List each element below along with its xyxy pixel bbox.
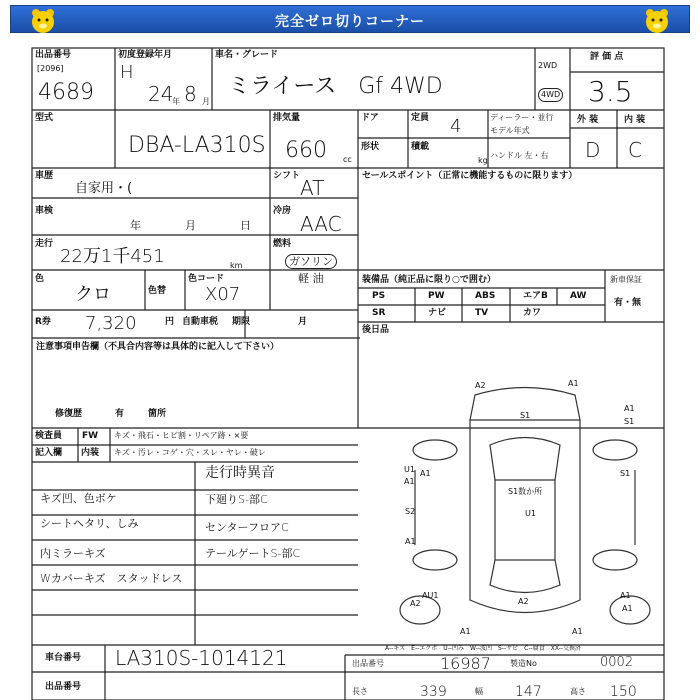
- fuel-diesel: 軽 油: [298, 272, 324, 285]
- inspection-day-label: 日: [240, 219, 251, 232]
- kg-unit: kg: [478, 156, 488, 165]
- sales-point-label: セールスポイント（正常に機能するものに限ります）: [362, 171, 578, 181]
- car-body-diagram: [400, 388, 650, 625]
- door-count: 4: [450, 116, 462, 137]
- cc-unit: cc: [343, 155, 352, 164]
- model-year-label: モデル年式: [490, 126, 530, 135]
- damage-mark: S1: [624, 417, 635, 426]
- load-label: 積載: [411, 142, 430, 152]
- color-change-label: 色替: [148, 286, 167, 296]
- lot-number: 4689: [38, 80, 94, 105]
- damage-mark: A1: [460, 627, 471, 636]
- car-name: ミライース Gf 4WD: [228, 74, 443, 99]
- ac-label: 冷房: [273, 206, 292, 216]
- model-label: 型式: [35, 113, 54, 123]
- displacement: 660: [285, 138, 327, 163]
- equipment-item: SR: [372, 308, 386, 318]
- naiso-label: 内装: [81, 448, 100, 458]
- dealer-label: ディーラー・並行: [490, 113, 554, 122]
- period-month-label: 月: [298, 317, 308, 327]
- damage-mark: A2: [518, 597, 529, 606]
- score: 3.5: [588, 75, 633, 108]
- new-tire-label: 新車保証: [610, 275, 642, 284]
- reg-year: 24: [148, 82, 174, 106]
- displacement-label: 排気量: [273, 113, 301, 123]
- era: H: [120, 62, 134, 83]
- reg-month: 8: [184, 82, 197, 106]
- tax-label: 自動車税: [182, 317, 219, 327]
- equipment-item: TV: [475, 308, 489, 318]
- period-label: 期限: [232, 317, 251, 327]
- writer-label: 記入欄: [35, 448, 63, 458]
- banner-title: 完全ゼロ切りコーナー: [275, 14, 425, 30]
- fw-items: キズ・飛石・ヒビ割・リペア跡・×要: [114, 431, 249, 440]
- exterior-label: 外 装: [577, 115, 599, 125]
- inspection-label: 車検: [35, 206, 54, 216]
- equipment-item: PW: [428, 291, 445, 301]
- height-label: 高さ: [570, 687, 586, 696]
- after-label: 後日品: [362, 325, 390, 335]
- damage-mark: A1: [620, 591, 631, 600]
- damage-mark: A1: [568, 379, 579, 388]
- equip-yes-no: 有・無: [614, 298, 642, 308]
- naiso-items: キズ・汚レ・コゲ・穴・スレ・ヤレ・破レ: [114, 448, 266, 457]
- damage-mark: U1: [525, 509, 536, 518]
- mileage-label: 走行: [35, 239, 54, 249]
- equipment-item: AW: [570, 291, 587, 301]
- model: DBA-LA310S: [128, 133, 266, 158]
- car-type-label: 車歴: [35, 171, 54, 181]
- interior-grade: C: [628, 138, 642, 162]
- notes-label: 注意事項申告欄（不具合内容等は具体的に記入して下さい）: [36, 342, 280, 352]
- equipment-item: エアB: [523, 291, 548, 301]
- fuel-label: 燃料: [273, 239, 292, 249]
- chassis-number: LA310S-1014121: [115, 646, 288, 670]
- recycle: 7,320: [85, 313, 137, 334]
- chassis-label: 車台番号: [45, 653, 82, 663]
- lot-number-label: 出品番号: [35, 50, 72, 60]
- damage-mark: A2: [475, 381, 486, 390]
- door-label: ドア: [361, 113, 379, 123]
- remark-line: テールゲートS-部C: [205, 547, 301, 560]
- remark-line: 下廻りS-部C: [205, 493, 268, 506]
- damage-mark: A1: [404, 477, 415, 486]
- shape-label: 形状: [361, 142, 380, 152]
- fuel-circled: ガソリン: [285, 254, 337, 269]
- damage-mark: AU1: [422, 591, 439, 600]
- repair-has-label: 有: [115, 409, 125, 419]
- left-note-line: キズ凹、色ボケ: [40, 492, 117, 505]
- exterior-grade: D: [585, 138, 601, 162]
- km-unit: km: [230, 261, 243, 270]
- remark-line: 走行時異音: [205, 465, 275, 481]
- length-label: 長さ: [352, 687, 368, 696]
- serial-number-label: 出品番号: [45, 682, 82, 692]
- width: 147: [515, 684, 542, 700]
- drive-4wd-circled: 4WD: [538, 88, 563, 102]
- equipment-item: PS: [372, 291, 386, 301]
- damage-mark: S1数か所: [508, 487, 543, 496]
- damage-mark: S1: [620, 469, 631, 478]
- seizo-label: 製造No: [510, 659, 537, 668]
- damage-mark: A1: [624, 404, 635, 413]
- height: 150: [610, 684, 637, 700]
- inspection-year-label: 年: [130, 219, 141, 232]
- color-label: 色: [35, 274, 45, 284]
- damage-mark: S1: [520, 411, 531, 420]
- color-code: X07: [205, 284, 241, 305]
- interior-label: 内 装: [624, 115, 646, 125]
- width-label: 幅: [475, 687, 483, 696]
- yen-label: 円: [165, 317, 175, 327]
- damage-mark: A1: [622, 604, 633, 613]
- ac: AAC: [300, 212, 342, 236]
- damage-mark: A1: [572, 627, 583, 636]
- total-number: 16987: [440, 654, 491, 673]
- score-label: 評 価 点: [590, 52, 624, 62]
- damage-mark: S2: [405, 507, 416, 516]
- inspector-label: 検査員: [35, 431, 63, 441]
- lot-sub-number: [2096]: [37, 64, 64, 73]
- recycle-label: R券: [35, 317, 51, 327]
- equipment-item: ナビ: [428, 308, 447, 318]
- capacity-label: 定員: [411, 113, 430, 123]
- equipment-item: ABS: [475, 291, 496, 301]
- equipment-label: 装備品（純正品に限り○で囲む）: [362, 275, 496, 285]
- shift-label: シフト: [273, 171, 301, 181]
- damage-mark: A1: [420, 469, 431, 478]
- length: 339: [420, 684, 447, 700]
- repair-history-label: 修復歴: [55, 409, 83, 419]
- first-registration-label: 初度登録年月: [118, 50, 173, 60]
- left-note-line: シートヘタリ、しみ: [40, 517, 139, 530]
- car-name-label: 車名・グレード: [215, 50, 279, 60]
- mileage: 22万1千451: [60, 246, 165, 267]
- color-code-label: 色コード: [188, 274, 225, 284]
- fw-label: FW: [82, 431, 99, 441]
- damage-mark: U1: [404, 465, 415, 474]
- color: クロ: [75, 284, 111, 305]
- month-label: 月: [202, 97, 210, 106]
- drive-2wd: 2WD: [538, 61, 558, 70]
- damage-mark: A2: [410, 599, 421, 608]
- shift: AT: [300, 176, 325, 200]
- inspection-month-label: 月: [185, 219, 196, 232]
- damage-mark: A1: [405, 537, 416, 546]
- repair-place-label: 箇所: [148, 409, 167, 419]
- car-type: 自家用・(: [75, 181, 133, 196]
- damage-legend: A--キズ E--エクボ U--凹み W--波凹 S--サビ C--腐食 XX--交換済: [385, 645, 581, 652]
- handle-label: ハンドル 左・右: [490, 151, 549, 160]
- serial-small: 0002: [600, 655, 634, 670]
- equipment-item: カワ: [523, 308, 542, 318]
- left-note-line: 内ミラーキズ: [40, 547, 106, 560]
- left-note-line: Wカバーキズ スタッドレス: [40, 572, 183, 585]
- serial-label: 出品番号: [352, 659, 384, 668]
- year-label: 年: [172, 97, 180, 106]
- remark-line: センターフロアC: [205, 521, 289, 534]
